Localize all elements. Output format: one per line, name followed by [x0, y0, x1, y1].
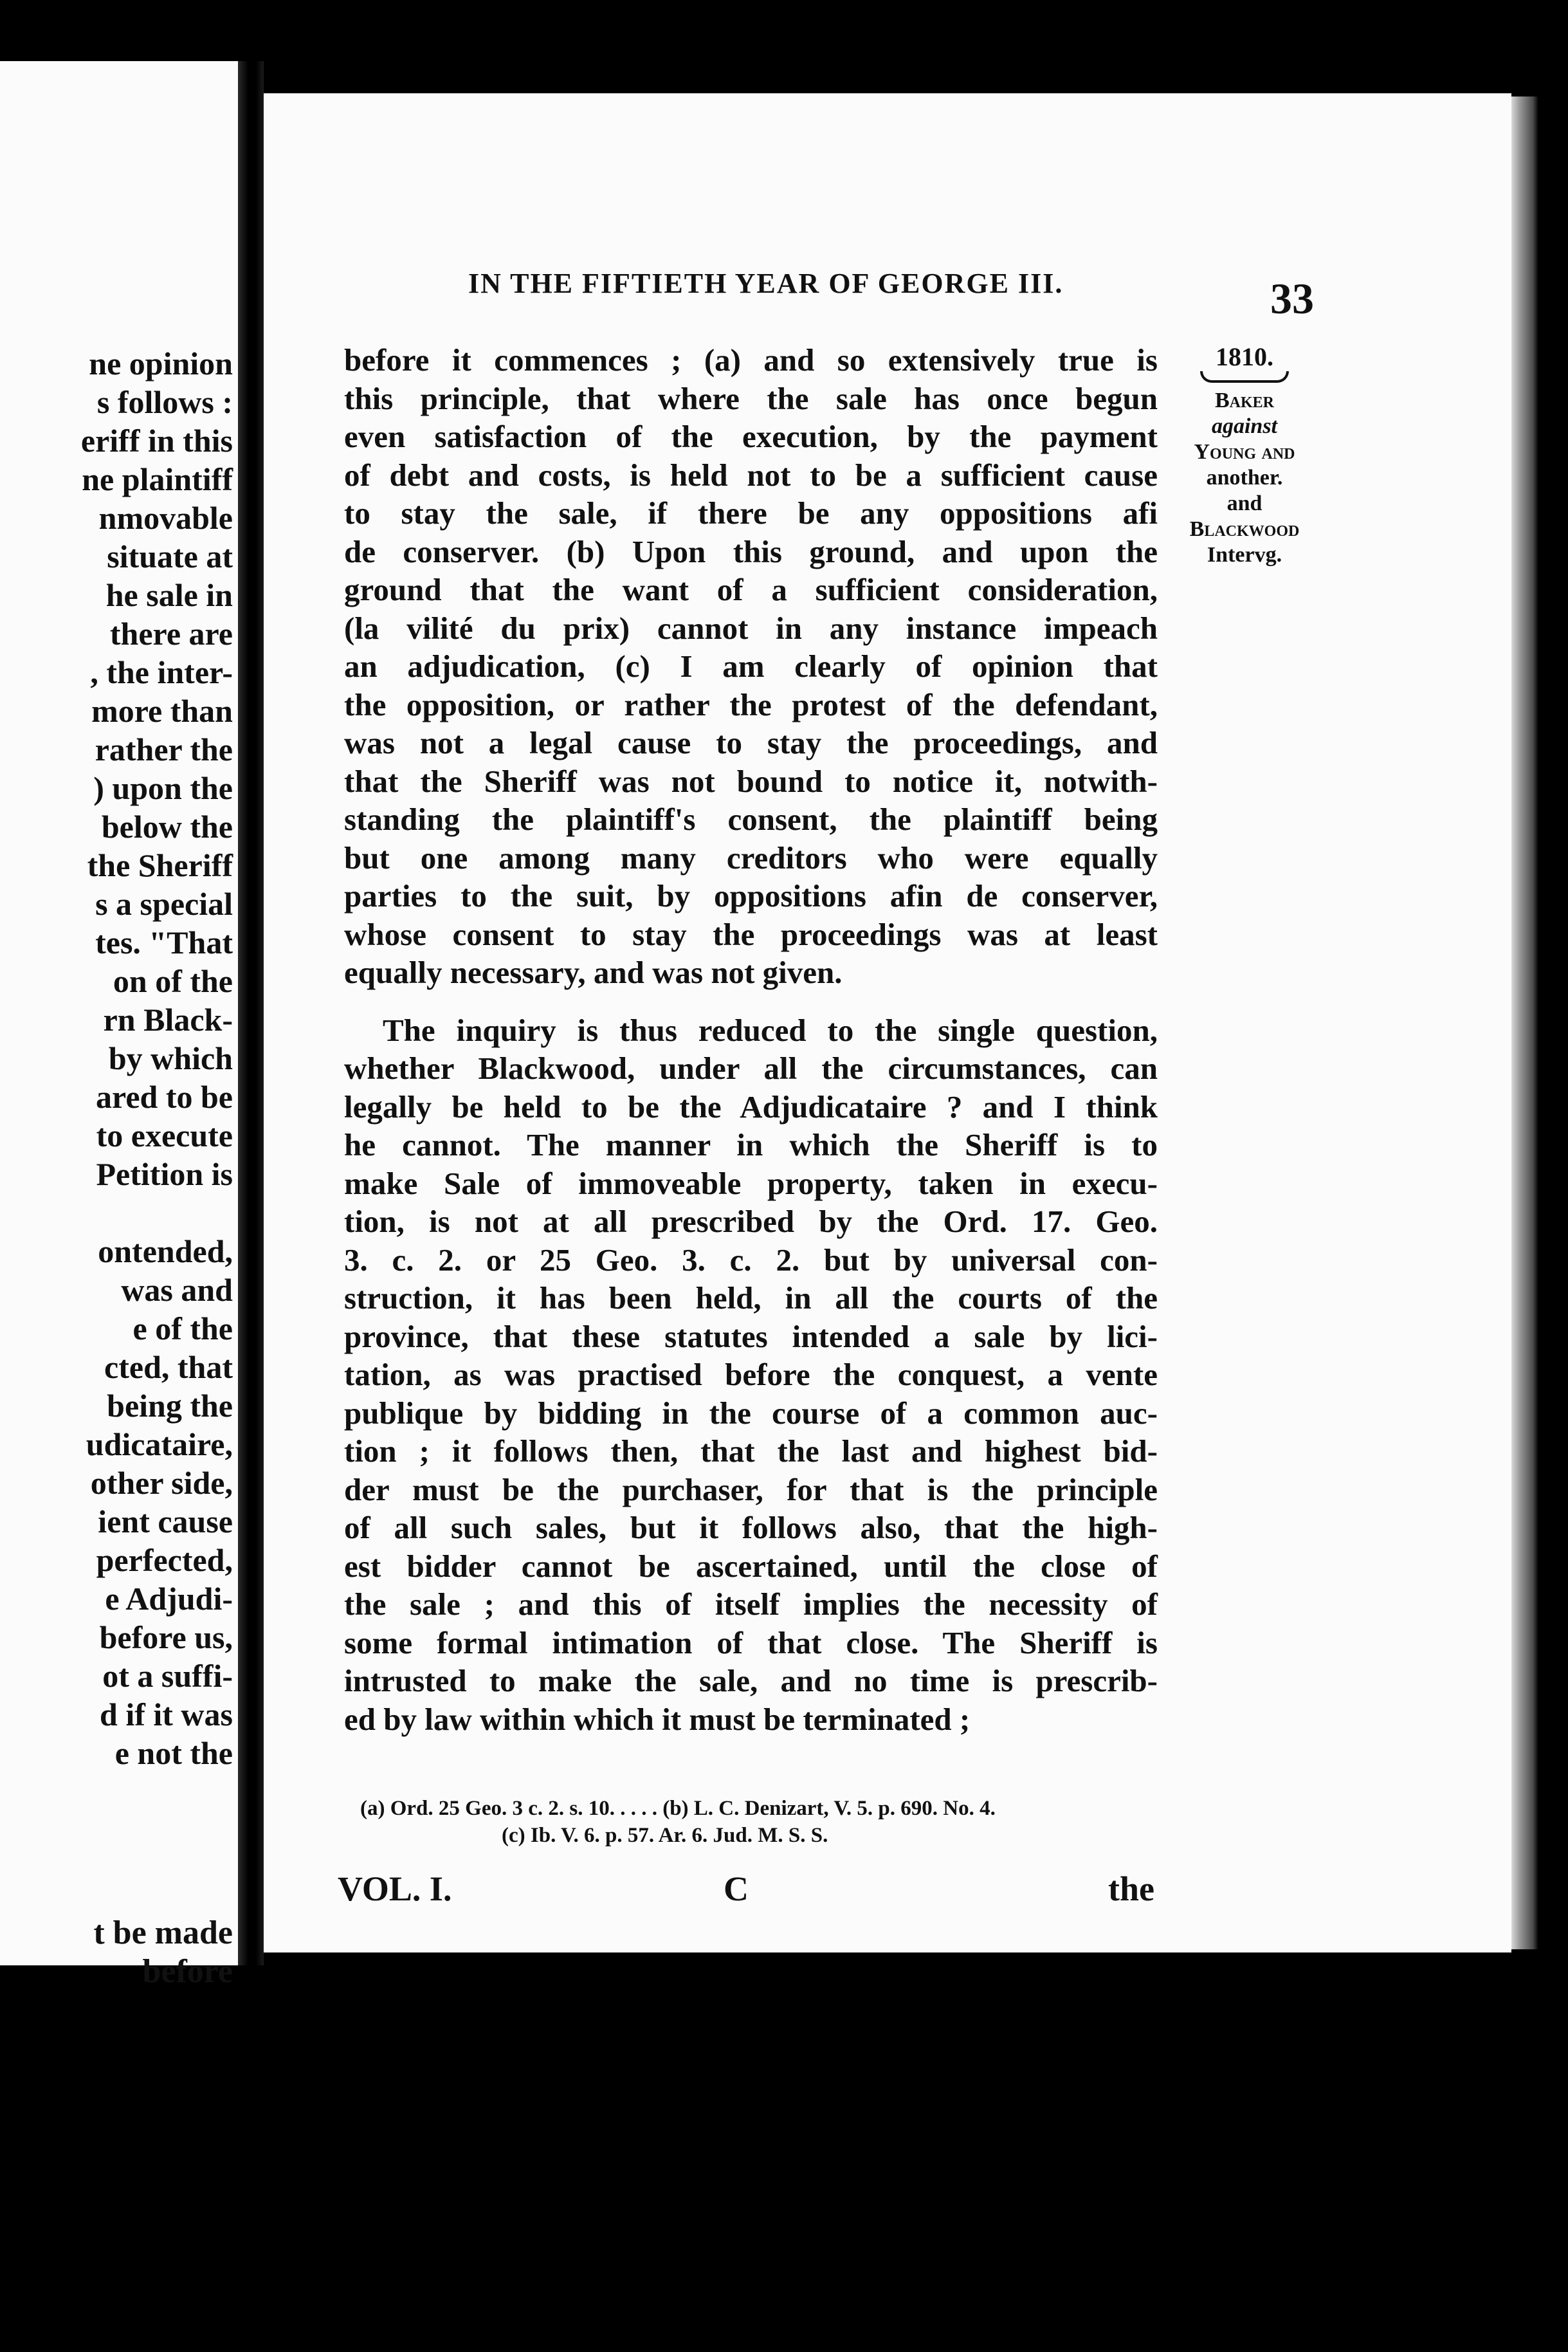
- text-line: ground that the want of a sufficient consideration,: [344, 572, 1158, 607]
- left-page-line: [14, 1193, 233, 1232]
- left-page-line: below the: [101, 809, 233, 845]
- left-page-line: by which: [108, 1040, 233, 1076]
- margin-year: 1810.: [1216, 342, 1273, 371]
- footnote-line: (c) Ib. V. 6. p. 57. Ar. 6. Jud. M. S. S.: [502, 1824, 828, 1847]
- left-page-line: ot a suffi-: [102, 1658, 233, 1694]
- text-line: of debt and costs, is held not to be a sufficient cause: [344, 457, 1158, 493]
- left-page-line: nmovable: [98, 500, 233, 536]
- left-page-bottom: [93, 1914, 233, 1991]
- text-line: standing the plaintiff's consent, the plaintiff being: [344, 802, 1158, 837]
- left-page-text: [14, 344, 233, 1772]
- paragraph-1: [344, 341, 1158, 992]
- left-page-line: he sale in: [105, 577, 233, 613]
- left-page-line: , the inter-: [90, 654, 233, 690]
- text-line: was not a legal cause to stay the proceedings, and: [344, 725, 1158, 760]
- left-page-line: was and: [121, 1272, 233, 1308]
- margin-party-intervenor: Blackwood: [1189, 517, 1300, 541]
- text-line: before it commences ; (a) and so extensively true is: [344, 342, 1158, 378]
- left-page-line: being the: [107, 1388, 233, 1424]
- left-page-line: on of the: [113, 963, 233, 999]
- text-line: of all such sales, but it follows also, that the high-: [344, 1510, 1158, 1545]
- left-page-line: before us,: [99, 1619, 233, 1655]
- margin-note: [1180, 344, 1309, 568]
- text-line: tion ; it follows then, that the last and highest bid-: [344, 1433, 1158, 1469]
- brace-icon: [1200, 371, 1289, 383]
- left-page: [0, 61, 238, 1990]
- text-line: ed by law within which it must be terminated ;: [344, 1701, 971, 1737]
- text-line: the sale ; and this of itself implies the necessity of: [344, 1586, 1158, 1622]
- left-page-line: s follows :: [96, 384, 233, 420]
- text-line: intrusted to make the sale, and no time is prescrib-: [344, 1663, 1158, 1698]
- page-number: 33: [1270, 274, 1314, 323]
- left-page-line: ) upon the: [93, 770, 233, 806]
- text-line: this principle, that where the sale has once begun: [344, 380, 1158, 416]
- footnotes: [360, 1795, 1158, 1849]
- text-line: the opposition, or rather the protest of the defendant,: [344, 686, 1158, 722]
- text-line: make Sale of immoveable property, taken in execu-: [344, 1165, 1158, 1201]
- text-line: de conserver. (b) Upon this ground, and upon the: [344, 533, 1158, 569]
- text-line: The inquiry is thus reduced to the single question,: [383, 1012, 1158, 1048]
- left-page-line: rn Black-: [103, 1002, 233, 1038]
- left-page-line: ne opinion: [89, 345, 233, 381]
- catchword: the: [1108, 1870, 1154, 1908]
- left-page-line: eriff in this: [80, 423, 233, 459]
- text-line: tion, is not at all prescribed by the Ord. 17. Geo.: [344, 1204, 1158, 1239]
- text-line: tation, as was practised before the conquest, a vente: [344, 1357, 1158, 1392]
- volume-signature: VOL. I.: [338, 1870, 452, 1908]
- body-text: [344, 341, 1158, 1738]
- left-page-line: s a special: [95, 886, 233, 922]
- text-line: parties to the suit, by oppositions afin de conserver,: [344, 878, 1158, 914]
- left-page-line: ared to be: [96, 1079, 233, 1115]
- text-line: (la vilité du prix) cannot in any instance impeach: [344, 610, 1158, 646]
- left-page-line: ne plaintiff: [82, 461, 233, 497]
- text-line: even satisfaction of the execution, by the payment: [344, 419, 1158, 454]
- text-line: he cannot. The manner in which the Sheriff is to: [344, 1127, 1158, 1162]
- left-page-line: tes. "That: [95, 924, 233, 960]
- margin-party-defendant: Young and: [1194, 440, 1295, 464]
- text-line: legally be held to be the Adjudicataire ? and I think: [344, 1089, 1158, 1125]
- margin-party-plaintiff: Baker: [1214, 389, 1275, 412]
- left-page-line: perfected,: [96, 1542, 233, 1578]
- text-line: est bidder cannot be ascertained, until the close of: [344, 1548, 1158, 1584]
- left-page-line: ient cause: [98, 1503, 233, 1539]
- left-page-line: ontended,: [98, 1233, 233, 1269]
- running-head: IN THE FIFTIETH YEAR OF GEORGE III.: [468, 268, 1064, 299]
- text-line: an adjudication, (c) I am clearly of opinion that: [344, 648, 1158, 684]
- text-line: struction, it has been held, in all the courts of the: [344, 1280, 1158, 1316]
- left-page-line: rather the: [95, 731, 233, 767]
- margin-and: and: [1226, 492, 1263, 515]
- left-bottom-line: before: [142, 1953, 233, 1990]
- text-line: to stay the sale, if there be any oppositions afi: [344, 495, 1158, 531]
- text-line: some formal intimation of that close. The Sheriff is: [344, 1624, 1158, 1660]
- left-page-line: other side,: [90, 1465, 233, 1501]
- footnote-line: (a) Ord. 25 Geo. 3 c. 2. s. 10. . . . . (b) L. C. Denizart, V. 5. p. 690. No. 4.: [360, 1797, 996, 1820]
- text-line: that the Sheriff was not bound to notice it, notwith-: [344, 763, 1158, 799]
- left-page-line: e not the: [114, 1735, 233, 1771]
- left-page-line: situate at: [107, 538, 233, 574]
- left-page-line: d if it was: [100, 1696, 233, 1732]
- text-line: der must be the purchaser, for that is the principle: [344, 1471, 1158, 1507]
- text-line: publique by bidding in the course of a common auc-: [344, 1395, 1158, 1431]
- text-line: whose consent to stay the proceedings was at least: [344, 916, 1158, 952]
- left-page-line: to execute: [96, 1117, 233, 1153]
- text-line: equally necessary, and was not given.: [344, 955, 843, 990]
- left-page-line: Petition is: [96, 1156, 233, 1192]
- book-gutter: [238, 61, 264, 1965]
- left-page-line: udicataire,: [86, 1426, 233, 1462]
- left-page-line: e of the: [132, 1310, 233, 1346]
- text-line: province, that these statutes intended a sale by lici-: [344, 1318, 1158, 1354]
- left-page-line: there are: [109, 616, 233, 652]
- left-page-line: cted, that: [104, 1349, 233, 1385]
- margin-party-intervenor-2: Intervg.: [1207, 543, 1282, 567]
- left-page-line: more than: [91, 693, 233, 729]
- left-page-line: the Sheriff: [87, 847, 233, 883]
- signature-letter: C: [724, 1870, 749, 1908]
- left-page-line: e Adjudi-: [105, 1581, 233, 1617]
- left-bottom-line: t be made: [93, 1915, 233, 1951]
- text-line: 3. c. 2. or 25 Geo. 3. c. 2. but by universal con-: [344, 1242, 1158, 1278]
- margin-against: against: [1211, 414, 1278, 438]
- text-line: but one among many creditors who were equally: [344, 840, 1158, 876]
- text-line: whether Blackwood, under all the circumstances, can: [344, 1051, 1158, 1086]
- paragraph-2: [344, 1011, 1158, 1739]
- margin-party-defendant-2: another.: [1206, 466, 1283, 490]
- page-edge: [1511, 96, 1538, 1949]
